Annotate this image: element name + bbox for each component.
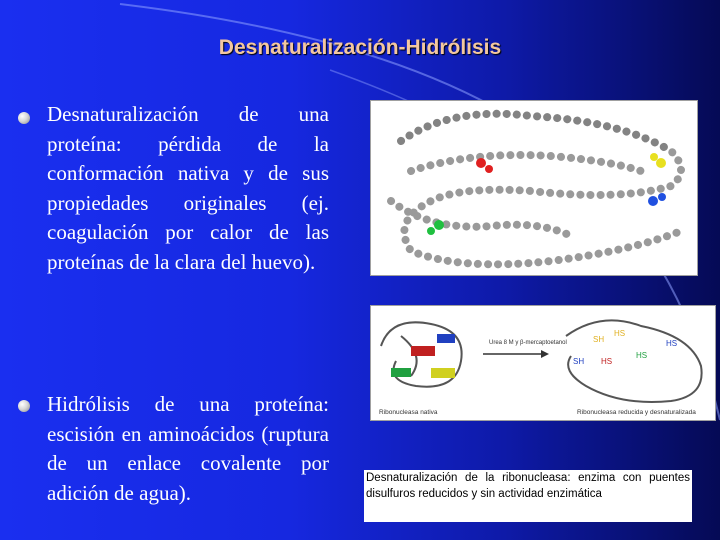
hs-label: HS — [614, 329, 626, 338]
hs-label-green: HS — [636, 351, 648, 360]
reduced-label: Ribonucleasa reducida y desnaturalizada — [577, 409, 696, 416]
hs-label-blue: HS — [666, 339, 678, 348]
amino-acid-chain-diagram — [371, 101, 697, 275]
sh-label-blue: SH — [573, 357, 585, 366]
sh-label: SH — [593, 335, 605, 344]
bullet-dot-2 — [18, 400, 30, 412]
arrow-label: Urea 8 M y β-mercaptoetanol — [489, 340, 567, 346]
bullet-text-hydrolysis: Hidrólisis de una proteína: escisión en aminoácidos (ruptura de un enlace covalente por adición de agua). — [47, 392, 329, 505]
ribonuclease-sequence-figure — [370, 100, 698, 276]
figure-caption: Desnaturalización de la ribonucleasa: enzima con puentes disulfuros reducidos y sin actividad enzimática — [364, 470, 692, 522]
bullet-text-denaturation: Desnaturalización de una proteína: pérdida de la conformación nativa y de sus propiedades originales (ej. coagulación por calor de las proteínas de la clara del huevo). — [47, 102, 329, 274]
slide-title: Desnaturalización-Hidrólisis — [218, 36, 502, 59]
hs-label-red: HS — [601, 357, 613, 366]
ribonuclease-denaturation-figure — [370, 305, 716, 421]
native-label: Ribonucleasa nativa — [379, 409, 438, 416]
denaturation-diagram — [371, 306, 715, 420]
bullet-dot-1 — [18, 112, 30, 124]
